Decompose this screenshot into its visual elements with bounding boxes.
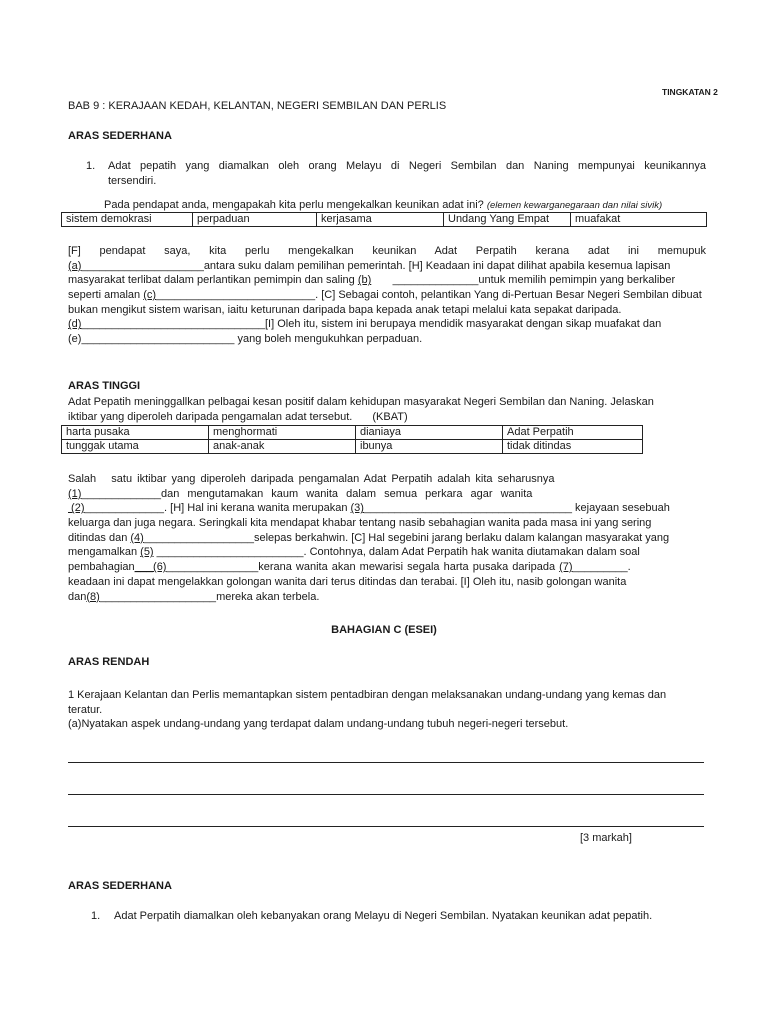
option-cell: menghormati xyxy=(209,426,356,440)
question-text-2 xyxy=(68,395,708,424)
option-cell: harta pusaka xyxy=(62,426,209,440)
blank-label: (1) xyxy=(68,487,82,500)
blank[interactable]: ________________ xyxy=(118,590,217,603)
answer-options-table xyxy=(61,212,707,227)
blank[interactable]: _________ xyxy=(572,561,628,574)
answer-line: [F] pendapat saya, kita perlu mengekalkan keunikan Adat Perpatih kerana adat ini memupuk xyxy=(68,245,706,257)
blank-label: (8) xyxy=(86,590,100,603)
blank-label: (4) xyxy=(130,531,144,544)
answer-line: seperti amalan (c)__________________________. [C] Sebagai contoh, pelantikan Yang di-Pertuan Besar Negeri Sembilan dibuat xyxy=(68,289,702,302)
blank-label: (d) xyxy=(68,318,82,331)
blank[interactable]: __________________________ xyxy=(156,289,316,302)
blank[interactable]: ________________________ xyxy=(153,546,304,559)
blank-label: (5) xyxy=(140,546,154,559)
table-row xyxy=(62,440,643,454)
question-prompt xyxy=(104,199,662,211)
blank-label: (7) xyxy=(559,561,573,574)
question-line: tersendiri. xyxy=(108,174,157,187)
question-line: iktibar yang diperoleh daripada pengamalan adat tersebut. (KBAT) xyxy=(68,410,408,423)
question-text xyxy=(108,160,706,189)
blank[interactable]: ______________ xyxy=(371,274,479,287)
blank-label: (3) xyxy=(350,502,364,515)
blank[interactable]: ______________________________ xyxy=(81,318,265,331)
blank[interactable]: _______________ xyxy=(166,561,259,574)
blank[interactable]: _____________ xyxy=(81,487,161,500)
answer-line: Salah satu iktibar yang diperoleh daripada pengamalan Adat Perpatih adalah kita seharusnya xyxy=(68,473,555,485)
option-cell: anak-anak xyxy=(209,440,356,454)
option-cell: perpaduan xyxy=(193,213,317,227)
answer-options-table-2 xyxy=(61,425,643,454)
answer-line: (2)_____________. [H] Hal ini kerana wanita merupakan (3)__________________________________ kejayaan sesebuah xyxy=(68,502,670,515)
question-number: 1. xyxy=(91,910,101,922)
answer-line-2[interactable] xyxy=(68,794,704,795)
answer-line: bukan mengikut sistem warisan, iaitu keturunan daripada bapa kepada anak tetapi melalui kata sepakat daripada. xyxy=(68,303,622,316)
blank[interactable]: _________________________ xyxy=(81,333,235,346)
answer-line: dan(8)___________________mereka akan terbela. xyxy=(68,590,320,603)
blank-label: (b) xyxy=(357,274,372,287)
answer-line: pembahagian___(6)_______________kerana wanita akan mewarisi segala harta pusaka daripada (7)_________. xyxy=(68,561,631,574)
question-number: 1. xyxy=(86,160,96,172)
essay-question-1 xyxy=(68,688,708,732)
blank[interactable]: __________________ xyxy=(143,531,254,544)
blank[interactable]: ____________________ xyxy=(81,259,204,272)
question-line: (a)Nyatakan aspek undang-undang yang terdapat dalam undang-undang tubuh negeri-negeri tersebut. xyxy=(68,718,569,731)
form-label: TINGKATAN 2 xyxy=(662,87,718,97)
blank[interactable]: ___ xyxy=(99,590,119,603)
section-heading-bahagian-c: BAHAGIAN C (ESEI) xyxy=(331,624,437,636)
option-cell: ibunya xyxy=(356,440,503,454)
answer-line: ditindas dan (4)__________________selepas berkahwin. [C] Hal segebini jarang berlaku dalam kalangan masyarakat yang xyxy=(68,531,670,544)
blank-label: (2) xyxy=(68,502,85,515)
section-heading-aras-tinggi: ARAS TINGGI xyxy=(68,380,141,392)
answer-line: masyarakat terlibat dalam perlantikan pemimpin dan saling (b) ______________untuk memilih pemimpin yang berkaliber xyxy=(68,274,676,287)
question-line: 1 Kerajaan Kelantan dan Perlis memantapkan sistem pentadbiran dengan melaksanakan undang-undang yang kemas dan xyxy=(68,689,667,701)
option-cell: sistem demokrasi xyxy=(62,213,193,227)
answer-line: keadaan ini dapat mengelakkan golongan wanita dari terus ditindas dan terabai. [I] Oleh itu, nasib golongan wanita xyxy=(68,575,627,588)
blank-label: (e) xyxy=(68,333,82,346)
marks-label: [3 markah] xyxy=(580,832,632,844)
blank-label: ___(6) xyxy=(134,561,167,574)
prompt-text: Pada pendapat anda, mengapakah kita perlu mengekalkan keunikan adat ini? xyxy=(104,199,484,211)
blank-label: (c) xyxy=(143,289,157,302)
question-line: Adat pepatih yang diamalkan oleh orang Melayu di Negeri Sembilan dan Naning mempunyai keunikannya xyxy=(108,160,706,172)
blank[interactable]: _____________ xyxy=(84,502,165,515)
table-row xyxy=(62,426,643,440)
section-heading-aras-rendah: ARAS RENDAH xyxy=(68,656,150,668)
option-cell: tidak ditindas xyxy=(503,440,643,454)
answer-line: keluarga dan juga negara. Seringkali kita mendapat khabar tentang nasib sebahagian wanita pada masa ini yang sering xyxy=(68,517,652,530)
question-line: teratur. xyxy=(68,703,103,716)
question-line: Adat Pepatih meninggallkan pelbagai kesan positif dalam kehidupan masyarakat Negeri Sembilan dan Naning. Jelaskan xyxy=(68,396,654,408)
answer-paragraph-2 xyxy=(68,472,706,604)
answer-line-3[interactable] xyxy=(68,826,704,827)
option-cell: kerjasama xyxy=(317,213,444,227)
answer-line: (1)_____________dan mengutamakan kaum wanita dalam semua perkara agar wanita xyxy=(68,487,533,500)
kbat-tag: (KBAT) xyxy=(372,410,408,423)
option-cell: Undang Yang Empat xyxy=(444,213,571,227)
answer-line: (e)_________________________ yang boleh mengukuhkan perpaduan. xyxy=(68,333,423,346)
section-heading-aras-sederhana: ARAS SEDERHANA xyxy=(68,130,172,142)
prompt-note: (elemen kewarganegaraan dan nilai sivik) xyxy=(486,200,663,211)
option-cell: dianiaya xyxy=(356,426,503,440)
table-row xyxy=(62,213,707,227)
option-cell: Adat Perpatih xyxy=(503,426,643,440)
answer-line: mengamalkan (5) ________________________. Contohnya, dalam Adat Perpatih hak wanita diutamakan dalam soal xyxy=(68,546,640,559)
section-heading-aras-sederhana-2: ARAS SEDERHANA xyxy=(68,880,172,892)
essay-question-2: Adat Perpatih diamalkan oleh kebanyakan orang Melayu di Negeri Sembilan. Nyatakan keunikan adat pepatih. xyxy=(114,910,653,922)
blank[interactable]: __________________________________ xyxy=(363,502,572,515)
option-cell: muafakat xyxy=(571,213,707,227)
blank-label: (a) xyxy=(68,259,82,272)
answer-line-1[interactable] xyxy=(68,762,704,763)
answer-line: (a)____________________antara suku dalam pemilihan pemerintah. [H] Keadaan ini dapat dilihat apabila kesemua lapisan xyxy=(68,259,671,272)
chapter-title: BAB 9 : KERAJAAN KEDAH, KELANTAN, NEGERI SEMBILAN DAN PERLIS xyxy=(68,100,447,112)
option-cell: tunggak utama xyxy=(62,440,209,454)
answer-line: (d)______________________________[I] Oleh itu, sistem ini berupaya mendidik masyarakat dengan sikap muafakat dan xyxy=(68,318,662,331)
answer-paragraph-1 xyxy=(68,244,706,347)
